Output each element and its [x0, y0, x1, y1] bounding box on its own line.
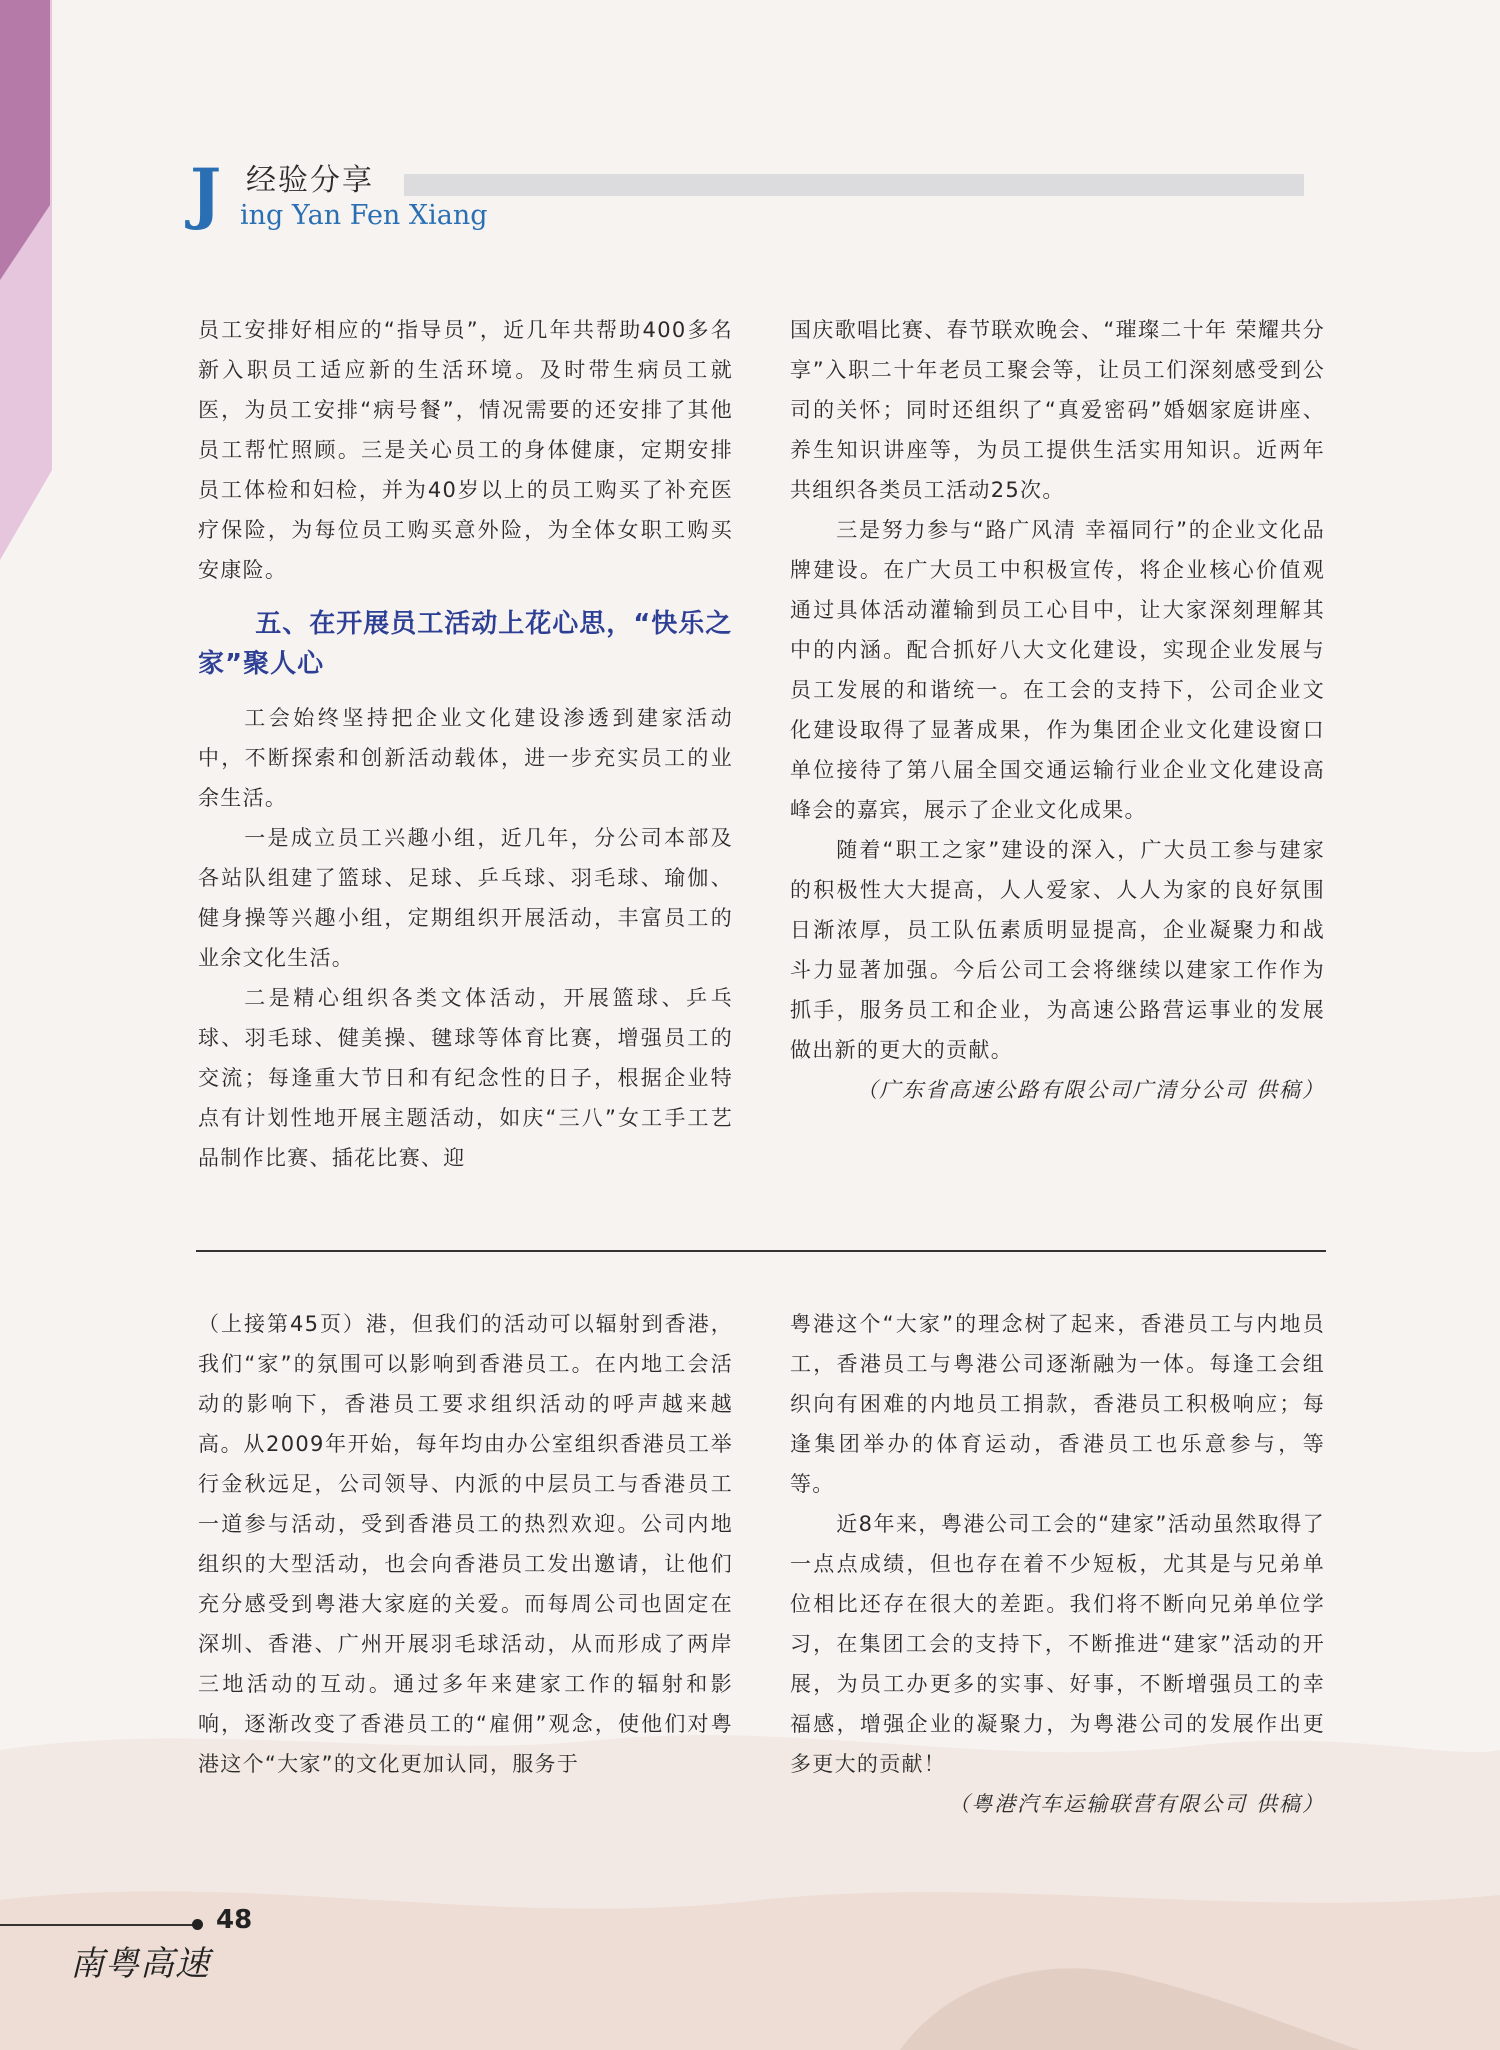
article-credit: （广东省高速公路有限公司广清分公司 供稿）: [856, 1078, 1325, 1102]
paragraph: 工会始终坚持把企业文化建设渗透到建家活动中，不断探索和创新活动载体，进一步充实员工的业余生活。: [198, 706, 733, 810]
top-left-column: [198, 310, 733, 1178]
bottom-right-column: [790, 1304, 1325, 1824]
paragraph: 一是成立员工兴趣小组，近几年，分公司本部及各站队组建了篮球、足球、乒乓球、羽毛球、瑜伽、健身操等兴趣小组，定期组织开展活动，丰富员工的业余文化生活。: [198, 826, 733, 970]
paragraph: 国庆歌唱比赛、春节联欢晚会、“璀璨二十年 荣耀共分享”入职二十年老员工聚会等，让员工们深刻感受到公司的关怀；同时还组织了“真爱密码”婚姻家庭讲座、养生知识讲座等，为员工提供生活实用知识。近两年共组织各类员工活动25次。: [790, 318, 1325, 502]
header-initial-letter: J: [190, 154, 222, 232]
paragraph: 随着“职工之家”建设的深入，广大员工参与建家的积极性大大提高，人人爱家、人人为家的良好氛围日渐浓厚，员工队伍素质明显提高，企业凝聚力和战斗力显著加强。今后公司工会将继续以建家工作作为抓手，服务员工和企业，为高速公路营运事业的发展做出新的更大的贡献。: [790, 838, 1325, 1062]
paragraph: （上接第45页）港，但我们的活动可以辐射到香港，我们“家”的氛围可以影响到香港员工。在内地工会活动的影响下，香港员工要求组织活动的呼声越来越高。从2009年开始，每年均由办公室组织香港员工举行金秋远足，公司领导、内派的中层员工与香港员工一道参与活动，受到香港员工的热烈欢迎。公司内地组织的大型活动，也会向香港员工发出邀请，让他们充分感受到粤港大家庭的关爱。而每周公司也固定在深圳、香港、广州开展羽毛球活动，从而形成了两岸三地活动的互动。通过多年来建家工作的辐射和影响，逐渐改变了香港员工的“雇佣”观念，使他们对粤港这个“大家”的文化更加认同，服务于: [198, 1312, 733, 1776]
footer-rule: [0, 1924, 196, 1926]
page-number: 48: [216, 1905, 253, 1935]
section-heading: 五、在开展员工活动上花心思，“快乐之家”聚人心: [198, 609, 733, 679]
magazine-logo: 南粤高速: [70, 1944, 210, 1984]
page-footer: [0, 1905, 300, 2025]
section-divider: [196, 1250, 1326, 1252]
paragraph: 员工安排好相应的“指导员”，近几年共帮助400多名新入职员工适应新的生活环境。及时带生病员工就医，为员工安排“病号餐”，情况需要的还安排了其他员工帮忙照顾。三是关心员工的身体健康，定期安排员工体检和妇检，并为40岁以上的员工购买了补充医疗保险，为每位员工购买意外险，为全体女职工购买安康险。: [198, 318, 733, 582]
paragraph: 近8年来，粤港公司工会的“建家”活动虽然取得了一点点成绩，但也存在着不少短板，尤其是与兄弟单位相比还存在很大的差距。我们将不断向兄弟单位学习，在集团工会的支持下，不断推进“建家”活动的开展，为员工办更多的实事、好事，不断增强员工的幸福感，增强企业的凝聚力，为粤港公司的发展作出更多更大的贡献！: [790, 1512, 1325, 1776]
article-credit: （粤港汽车运输联营有限公司 供稿）: [948, 1792, 1325, 1816]
section-header: [190, 154, 1330, 240]
paragraph: 粤港这个“大家”的理念树了起来，香港员工与内地员工，香港员工与粤港公司逐渐融为一体。每逢工会组织向有困难的内地员工捐款，香港员工积极响应；每逢集团举办的体育运动，香港员工也乐意参与，等等。: [790, 1312, 1325, 1496]
paragraph: 二是精心组织各类文体活动，开展篮球、乒乓球、羽毛球、健美操、毽球等体育比赛，增强员工的交流；每逢重大节日和有纪念性的日子，根据企业特点有计划性地开展主题活动，如庆“三八”女工手工艺品制作比赛、插花比赛、迎: [198, 986, 733, 1170]
top-right-column: [790, 310, 1325, 1110]
footer-dot-icon: [192, 1919, 203, 1930]
header-pinyin: ing Yan Fen Xiang: [240, 200, 488, 231]
header-grey-bar: [404, 174, 1304, 196]
bottom-left-column: [198, 1304, 733, 1784]
header-title: 经验分享: [246, 163, 374, 198]
paragraph: 三是努力参与“路广风清 幸福同行”的企业文化品牌建设。在广大员工中积极宣传，将企业核心价值观通过具体活动灌输到员工心目中，让大家深刻理解其中的内涵。配合抓好八大文化建设，实现企业发展与员工发展的和谐统一。在工会的支持下，公司企业文化建设取得了显著成果，作为集团企业文化建设窗口单位接待了第八届全国交通运输行业企业文化建设高峰会的嘉宾，展示了企业文化成果。: [790, 518, 1325, 822]
left-color-stripe: [0, 0, 60, 560]
